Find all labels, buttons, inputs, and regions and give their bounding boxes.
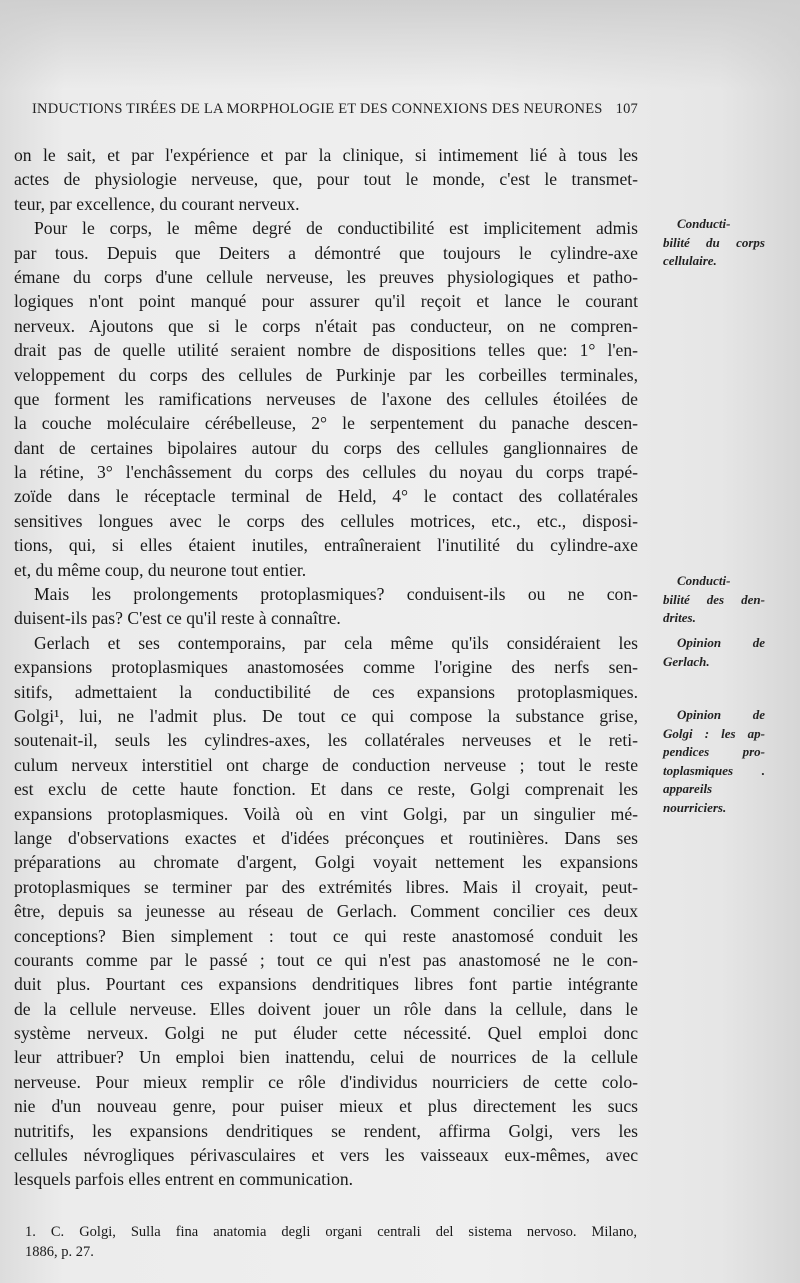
margin-note-line: pendices pro-	[663, 744, 765, 759]
text-line: tions, qui, si elles étaient inutiles, entraîneraient l'inutilité du cylindre-axe	[14, 535, 638, 556]
footnote	[25, 1222, 637, 1262]
text-line: courants comme par le passé ; tout ce qui n'est pas anastomosé ne le con-	[14, 949, 638, 970]
page-number: 107	[615, 101, 638, 117]
margin-note-opinion-golgi	[663, 706, 765, 817]
text-line: expansions protoplasmiques. Voilà où en vint Golgi, par un singulier mé-	[14, 803, 638, 824]
text-line: leur attribuer? Un emploi bien inattendu, celui de nourrices de la cellule	[14, 1047, 638, 1068]
text-line: duisent-ils pas? C'est ce qu'il reste à connaître.	[14, 608, 341, 629]
margin-note-line: drites.	[663, 610, 696, 625]
text-line: teur, par excellence, du courant nerveux.	[14, 193, 300, 214]
body-text	[14, 143, 638, 1192]
text-line: duit plus. Pourtant ces expansions dendritiques libres font partie intégrante	[14, 974, 638, 995]
text-line: drait pas de quelle utilité seraient nombre de dispositions telles que: 1° l'en-	[14, 340, 638, 361]
text-line: nutritifs, les expansions dendritiques se rendent, affirma Golgi, vers les	[14, 1120, 638, 1141]
text-line: expansions protoplasmiques anastomosées comme l'origine des nerfs sen-	[14, 657, 638, 678]
margin-note-line: bilité des den-	[663, 591, 765, 607]
text-line: logiques n'ont point manqué pour assurer qu'il reçoit et lance le courant	[14, 291, 638, 312]
text-line: préparations au chromate d'argent, Golgi voyait nettement les expansions	[14, 852, 638, 873]
text-line: protoplasmiques se terminer par des extrémités libres. Mais il croyait, peut-	[14, 876, 638, 897]
text-line: par tous. Depuis que Deiters a démontré que toujours le cylindre-axe	[14, 242, 638, 263]
text-line: que forment les ramifications nerveuses de l'axone des cellules étoilées de	[14, 388, 638, 409]
margin-note-line: toplasmiques .	[663, 762, 765, 778]
text-line: lesquels parfois elles entrent en communication.	[14, 1169, 354, 1190]
text-line: culum nerveux interstitiel ont charge de conduction nerveuse ; tout le reste	[14, 754, 638, 775]
scan-shadow	[0, 0, 800, 90]
margin-note-conductibilite-corps	[663, 215, 765, 271]
text-line: actes de physiologie nerveuse, que, pour tout le monde, c'est le transmet-	[14, 169, 638, 190]
text-line: est exclu de cette haute fonction. Et dans ce reste, Golgi comprenait les	[14, 779, 638, 800]
margin-note-line: appareils	[663, 781, 713, 796]
text-line: lange d'observations exactes et d'idées préconçues et routinières. Dans ses	[14, 827, 638, 848]
text-line: émane du corps d'une cellule nerveuse, les preuves physiologiques et patho-	[14, 266, 638, 287]
text-line: et, du même coup, du neurone tout entier.	[14, 559, 307, 580]
text-line: Gerlach et ses contemporains, par cela même qu'ils considéraient les	[34, 632, 638, 653]
text-line: soutenait-il, seuls les cylindres-axes, les collatérales nerveuses et le reti-	[14, 730, 638, 751]
footnote-line: 1. C. Golgi, Sulla fina anatomia degli organi centrali del sistema nervoso. Milano,	[25, 1224, 637, 1240]
margin-note-line: Conducti-	[677, 216, 731, 231]
text-line: être, depuis sa jeunesse au réseau de Gerlach. Comment concilier ces deux	[14, 901, 638, 922]
margin-note-line: Opinion de	[677, 635, 765, 650]
running-title: INDUCTIONS TIRÉES DE LA MORPHOLOGIE ET DES CONNEXIONS DES NEURONES	[32, 101, 603, 117]
text-line: la couche moléculaire cérébelleuse, 2° le serpentement du panache descen-	[14, 413, 638, 434]
text-line: on le sait, et par l'expérience et par la clinique, si intimement lié à tous les	[14, 145, 638, 165]
text-line: nerveuse. Pour mieux remplir ce rôle d'individus nourriciers de cette colo-	[14, 1071, 638, 1092]
margin-note-line: cellulaire.	[663, 253, 717, 268]
text-line: sitifs, admettaient la conductibilité de ces expansions protoplasmiques.	[14, 681, 638, 702]
text-line: veloppement du corps des cellules de Purkinje par les corbeilles terminales,	[14, 364, 638, 385]
text-line: Mais les prolongements protoplasmiques? conduisent-ils ou ne con-	[34, 584, 638, 605]
text-line: dant de certaines bipolaires autour du corps des cellules ganglionnaires de	[14, 437, 638, 458]
margin-note-line: bilité du corps	[663, 234, 765, 250]
margin-note-line: Opinion de	[677, 707, 765, 722]
running-header	[32, 101, 638, 118]
margin-note-line: Golgi : les ap-	[663, 725, 765, 741]
text-line: la rétine, 3° l'enchâssement du corps des cellules du noyau du corps trapé-	[14, 462, 638, 483]
margin-note-opinion-gerlach	[663, 634, 765, 671]
text-line: Golgi¹, lui, ne l'admit plus. De tout ce qui compose la substance grise,	[14, 705, 638, 726]
text-line: nie d'un nouveau genre, pour puiser mieux et plus directement les sucs	[14, 1096, 638, 1117]
text-line: sensitives longues avec le corps des cellules motrices, etc., etc., disposi-	[14, 510, 638, 531]
margin-note-line: Gerlach.	[663, 653, 710, 669]
text-line: système nerveux. Golgi ne put éluder cette nécessité. Quel emploi donc	[14, 1023, 638, 1044]
text-line: Pour le corps, le même degré de conductibilité est implicitement admis	[34, 218, 638, 239]
margin-note-line: nourriciers.	[663, 799, 727, 815]
footnote-line: 1886, p. 27.	[25, 1244, 94, 1260]
text-line: zoïde dans le réceptacle terminal de Held, 4° le contact des collatérales	[14, 486, 638, 507]
text-line: nerveux. Ajoutons que si le corps n'était pas conducteur, on ne compren-	[14, 315, 638, 336]
text-line: cellules névrogliques périvasculaires et vers les vaisseaux eux-mêmes, avec	[14, 1145, 638, 1166]
margin-note-conductibilite-dendrites	[663, 572, 765, 628]
text-line: de la cellule nerveuse. Elles doivent jouer un rôle dans la cellule, dans le	[14, 998, 638, 1019]
margin-note-line: Conducti-	[677, 573, 731, 588]
text-line: conceptions? Bien simplement : tout ce qui reste anastomosé conduit les	[14, 925, 638, 946]
